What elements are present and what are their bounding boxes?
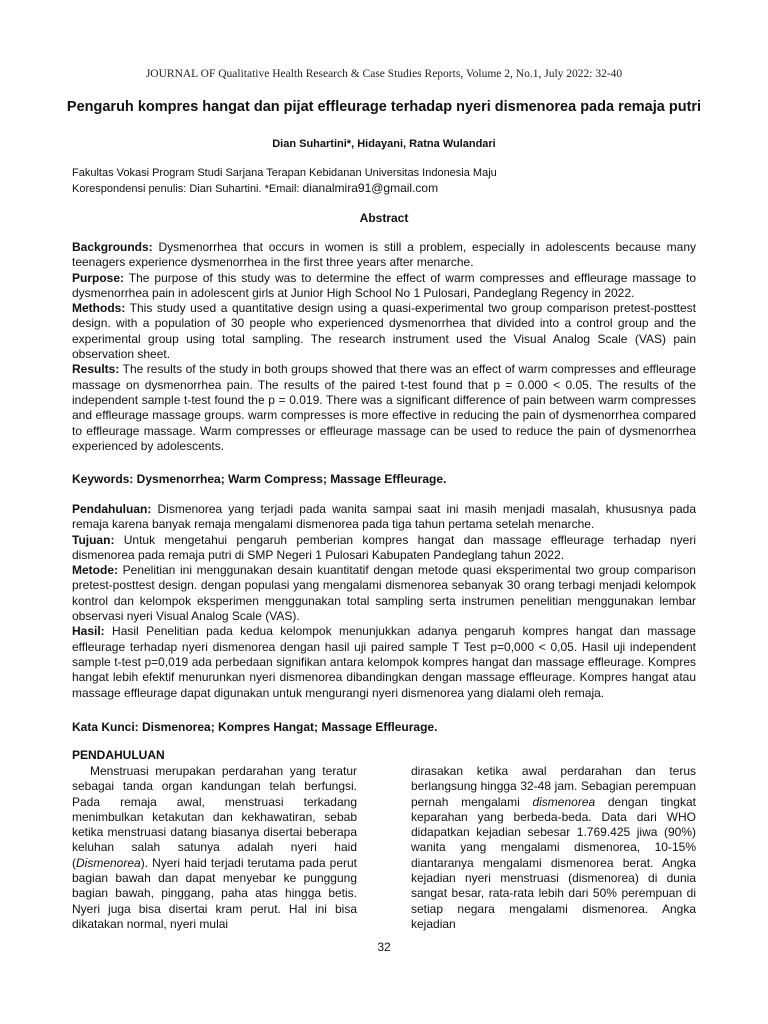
section-label: Methods: <box>72 301 126 316</box>
section-text: The purpose of this study was to determine the effect of warm compresses and effleurage massage to dysmenorrhea pain in adolescent girls at Junior High School No 1 Pulosari, Pandeglang Regency in 2022. <box>72 270 696 300</box>
keywords-indonesian: Kata Kunci: Dismenorea; Kompres Hangat; Massage Effleurage. <box>72 720 438 734</box>
email-address: dianalmira91@gmail.com <box>302 180 439 195</box>
keywords-english: Keywords: Dysmenorrhea; Warm Compress; Massage Effleurage. <box>72 472 447 486</box>
intro-text: dengan tingkat keparahan yang berbeda-beda. Data dari WHO didapatkan kejadian sebesar 1.769.425 jiwa (90%) wanita yang mengalami dismenorea, 10-15% diantaranya mengalami dismenorea berat. Angka kejadian nyeri menstruasi (dismenorea) di dunia sangat besar, rata-rata lebih dari 50% perempuan di setiap negara mengalami dismenorea. Angka kejadian <box>411 794 696 931</box>
section-label: Pendahuluan: <box>72 502 152 516</box>
section-label: Hasil: <box>72 624 105 639</box>
intro-paragraph <box>411 764 696 932</box>
abstrak-pendahuluan <box>72 502 696 533</box>
section-text: Untuk mengetahui pengaruh pemberian kompres hangat dan massage effleurage terhadap nyeri dismenorea pada remaja putri di SMP Negeri 1 Pulosari Kabupaten Pandeglang tahun 2022. <box>72 532 696 562</box>
section-heading: PENDAHULUAN <box>72 748 165 762</box>
section-label: Metode: <box>72 563 118 578</box>
intro-right-column <box>411 764 696 932</box>
abstract-purpose <box>72 271 696 302</box>
abstrak-hasil <box>72 624 696 700</box>
section-label: Tujuan: <box>72 532 115 547</box>
abstract-english <box>72 240 696 454</box>
page-number: 32 <box>377 940 391 954</box>
correspondence-label: Korespondensi penulis: Dian Suhartini. *Email: <box>72 182 300 195</box>
intro-left-column <box>72 764 357 932</box>
section-text: The results of the study in both groups showed that there was an effect of warm compresses and effleurage massage on dysmenorrhea pain. The results of the paired t-test found that p = 0.000 < 0.05. The results of the independent sample t-test found the p = 0.019. There was a significant difference of pain between warm compresses and effleurage massage groups. warm compresses is more effective in reducing the pain of dysmenorrhea compared to effleurage massage. Warm compresses or effleurage massage can be used to reduce the pain of dysmenorrhea experienced by adolescents. <box>72 362 696 453</box>
abstract-indonesian <box>72 502 696 701</box>
abstract-results <box>72 362 696 454</box>
intro-text: ). Nyeri haid terjadi terutama pada perut bagian bawah dan dapat menyebar ke punggung bagian bawah, pinggang, paha atas hingga betis. Nyeri juga bisa disertai kram perut. Hal ini bisa dikatakan normal, nyeri mulai <box>72 855 357 931</box>
affiliation: Fakultas Vokasi Program Studi Sarjana Terapan Kebidanan Universitas Indonesia Maju <box>72 167 497 179</box>
article-title: Pengaruh kompres hangat dan pijat effleurage terhadap nyeri dismenorea pada remaja putri <box>66 99 702 115</box>
affiliation-block <box>72 166 702 196</box>
abstract-heading: Abstract <box>359 211 409 225</box>
section-text: Dysmenorrhea that occurs in women is still a problem, especially in adolescents because many teenagers experience dysmenorrhea in the first three years after menarche. <box>72 240 696 270</box>
section-label: Results: <box>72 362 120 377</box>
journal-header: JOURNAL OF Qualitative Health Research & Case Studies Reports, Volume 2, No.1, July 2022: 32-40 <box>145 68 623 80</box>
abstrak-tujuan <box>72 533 696 564</box>
section-text: Penelitian ini menggunakan desain kuantitatif dengan metode quasi eksperimental two group comparison pretest-posttest design. dengan populasi yang mengalami dismenorea sebanyak 30 orang terbagi menjadi kelompok kontrol dan kelompok eksperimen menggunakan total sampling serta instrumen penelitian menggunakan lembar observasi nyeri Visual Analog Scale (VAS). <box>72 563 696 624</box>
intro-text: Menstruasi merupakan perdarahan yang teratur sebagai tanda organ kandungan telah berfungsi. Pada remaja awal, menstruasi terkadang menimbulkan ketakutan dan kekhawatiran, sebab ketika menstruasi datang biasanya disertai beberapa keluhan salah satunya adalah nyeri haid ( <box>72 764 357 870</box>
abstract-methods <box>72 301 696 362</box>
section-label: Backgrounds: <box>72 240 153 254</box>
correspondence <box>72 181 702 197</box>
intro-term: dismenorea <box>532 794 596 809</box>
author-list: Dian Suhartini*, Hidayani, Ratna Wulandari <box>272 138 496 150</box>
abstrak-metode <box>72 563 696 624</box>
section-text: Dismenorea yang terjadi pada wanita sampai saat ini masih menjadi masalah, khususnya pada remaja karena banyak remaja mengalami dismenorea pada tiga tahun pertama setelah menarche. <box>72 502 696 532</box>
intro-term: Dismenorea <box>76 855 141 870</box>
section-text: This study used a quantitative design using a quasi-experimental two group comparison pretest-posttest design. with a population of 30 people who experienced dysmenorrhea that divided into a control group and the experimental group using total sampling. The research instrument used the Visual Analog Scale (VAS) pain observation sheet. <box>72 301 696 362</box>
abstract-backgrounds <box>72 240 696 271</box>
intro-paragraph <box>72 764 357 932</box>
section-label: Purpose: <box>72 270 125 285</box>
intro-text: dirasakan ketika awal perdarahan dan terus berlangsung hingga 32-48 jam. Sebagian perempuan pernah mengalami <box>411 764 696 809</box>
section-text: Hasil Penelitian pada kedua kelompok menunjukkan adanya pengaruh kompres hangat dan massage effleurage terhadap nyeri dismenorea dengan hasil uji paired sample T Test p=0,000 < 0,05. Hasil uji independent sample t-test p=0,019 ada perbedaan signifikan antara kelompok kompres hangat dan massage effleurage. Kompres hangat lebih efektif menurunkan nyeri dismenorea dibandingkan dengan massage effleurage. Kompres hangat atau massage effleurage dapat digunakan untuk mengurangi nyeri dismenorea yang dialami oleh remaja. <box>72 624 696 700</box>
